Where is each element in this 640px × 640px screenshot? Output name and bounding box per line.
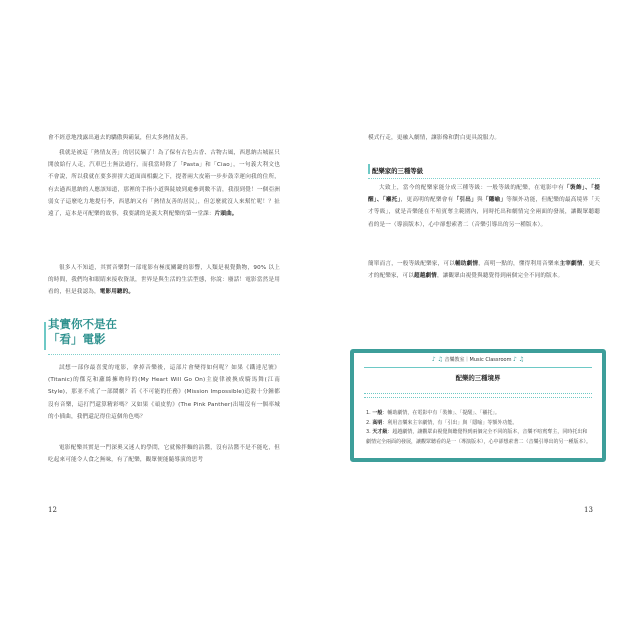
list-number: 1. [366, 410, 371, 416]
list-item [366, 409, 592, 419]
paragraph-text: 試想一部你最喜愛的電影，拿掉音樂後，這部片會變得如何呢？如果《鐵達尼號》(Titanic)的傑克和蘿絲擁吻時的(My Heart Will Go On)主旋律被換成騎馬舞(江南 Style)，那並不成了一部鬧劇？若《不可能的任務》(Mission Impossible)追殺十分鐘都沒有音樂，這打鬥還算精彩嗎？又如果《頑皮豹》(The Pink Panther)出場沒有一個率城的小插曲，我們還記得住這個角色嗎？ [48, 365, 280, 420]
paragraph [48, 147, 280, 220]
divider [48, 354, 280, 355]
paragraph [48, 362, 280, 423]
emphasis-text: 電影用聽的。 [99, 289, 135, 296]
box-divider [364, 367, 592, 368]
list-keyword: 高明 [372, 419, 383, 426]
list-text: ：輔助劇情，在電影中有「裝飾」、「提醒」、「襯托」。 [382, 410, 500, 416]
paragraph-text: 與 [476, 197, 483, 204]
emphasis-text: 超越劇情 [413, 273, 437, 280]
subheading: 配樂家的三種等級 [372, 167, 424, 175]
list-number: 3. [366, 429, 371, 436]
paragraph-text: ，高明一點的，懂得利用音樂來 [478, 261, 560, 267]
page-number: 13 [584, 506, 593, 514]
emphasis-text: 片頭曲。 [214, 211, 238, 218]
music-note-icon: ♪ ♫ [513, 356, 525, 363]
box-header [354, 353, 602, 367]
paragraph-text: 等額外功能，但配樂的最高境界「天才等級」，就是音樂能在不喧賓奪主範圍內，同時托出和劇情完全兩面的發展，讓觀眾聽聽看的是一（導演版本），心中卻想索著二（音樂引導出的另一種版本）。 [368, 197, 601, 228]
page-number: 12 [48, 506, 57, 514]
list-keyword: 一般 [372, 410, 383, 416]
box-title: 配樂的三種境界 [455, 374, 501, 382]
box-divider [364, 393, 592, 394]
paragraph-text: 模式行走，更融入劇情，讓影像和對白更具說服力。 [368, 135, 501, 141]
music-note-icon: ♪ ♫ [431, 356, 443, 363]
paragraph-text: 電影配樂其實是一門深奧又迷人的學問，它就像拌麵的沾醬，沒有沾醬不是不能吃，但吃起來可能令人食之無味，有了配樂，觀眾便能隨導演的思考 [48, 445, 280, 464]
list-number: 2. [366, 419, 371, 426]
list-keyword: 天才級 [372, 429, 388, 436]
paragraph-text: 很多人不知道，其實音樂對一部電影有極度關鍵的影響，人類是視覺動物，90% 以上的時間，我們均和眼睛來接收資訊，世界是與生活的生活型態，你說：廢話！電影當然是用看的，但是我認為， [48, 265, 280, 296]
paragraph-text: 我就是被這「熱情友善」的居民騙了！為了保有古色古香、古物古風，西恩納古城區只開放給行人走，汽車巴士無法通行，而我當時除了「Pasta」和「Ciao」，一句義大利文也不會說，所以我就在要多拼拼大道面面相覷之下，提著兩大皮箱一步步鼓幸運向我的住所，有去過西恩納的人應該知道，那裡的手指小道與陡坡到處參到數不清，我很到覺！一個亞洲弱女子這麼吃力地提行李，西恩納又有「熱情友善的居民」，但怎麼就沒人來幫忙呢！？扯遠了，這本是可配樂的故事，我要講的是義大利配樂的第一堂課： [48, 150, 280, 218]
section-title [48, 317, 117, 347]
section-title-line: 其實你不是在 [48, 317, 117, 331]
list-item [366, 419, 592, 429]
box-divider [364, 397, 592, 398]
paragraph-text: 會不經意地洩露出過去的驕傲與霸氣，但太多熱情友善。 [48, 135, 192, 141]
section-title-line: 「看」電影 [48, 332, 106, 346]
paragraph-text: ，更天才的配樂家，可以 [368, 261, 600, 280]
emphasis-text: 輔助劇情 [455, 261, 479, 267]
emphasis-text: 「裝飾」、「提醒」、「襯托」 [368, 185, 601, 204]
subhead-bar [368, 164, 370, 174]
box-header-label: 音樂教室｜Music Classroom [444, 357, 512, 363]
levels-list [366, 409, 592, 447]
paragraph [368, 132, 600, 144]
list-text: ：超越劇情，讓觀眾由視覺與聽覺得到兩個完全不同的版本，音樂不喧賓奪主，同時托出和劇情完全兩面的發展，讓觀眾聽看的是一（導演版本），心中卻想索著二（音樂引導出的另一種版本）。 [366, 429, 592, 445]
paragraph [48, 132, 280, 144]
right-page [320, 0, 640, 640]
section-title-bar [44, 322, 46, 350]
paragraph-text: 簡單而言，一般等級配樂家，可以 [368, 261, 456, 267]
paragraph [368, 258, 600, 282]
paragraph-text: ，讓觀眾由視覺與聽覺得到兩個完全不同的版本。 [436, 273, 564, 280]
emphasis-text: 主宰劇情 [559, 261, 583, 267]
paragraph [368, 182, 600, 231]
list-text: ：利用音樂來主宰劇情，有「引出」與「隱喻」等額外功能。 [382, 419, 518, 426]
list-item [366, 428, 592, 447]
music-classroom-box [350, 349, 606, 462]
paragraph-text: 大致上，當今的配樂家能分成三種等級：一般等級的配樂，在電影中有 [379, 185, 565, 191]
paragraph [48, 262, 280, 299]
emphasis-text: 「隱喻」 [482, 197, 507, 204]
paragraph [48, 442, 280, 466]
emphasis-text: 「引出」 [453, 197, 477, 204]
divider [368, 178, 600, 179]
paragraph-text: ，更高明的配樂會有 [400, 197, 454, 204]
